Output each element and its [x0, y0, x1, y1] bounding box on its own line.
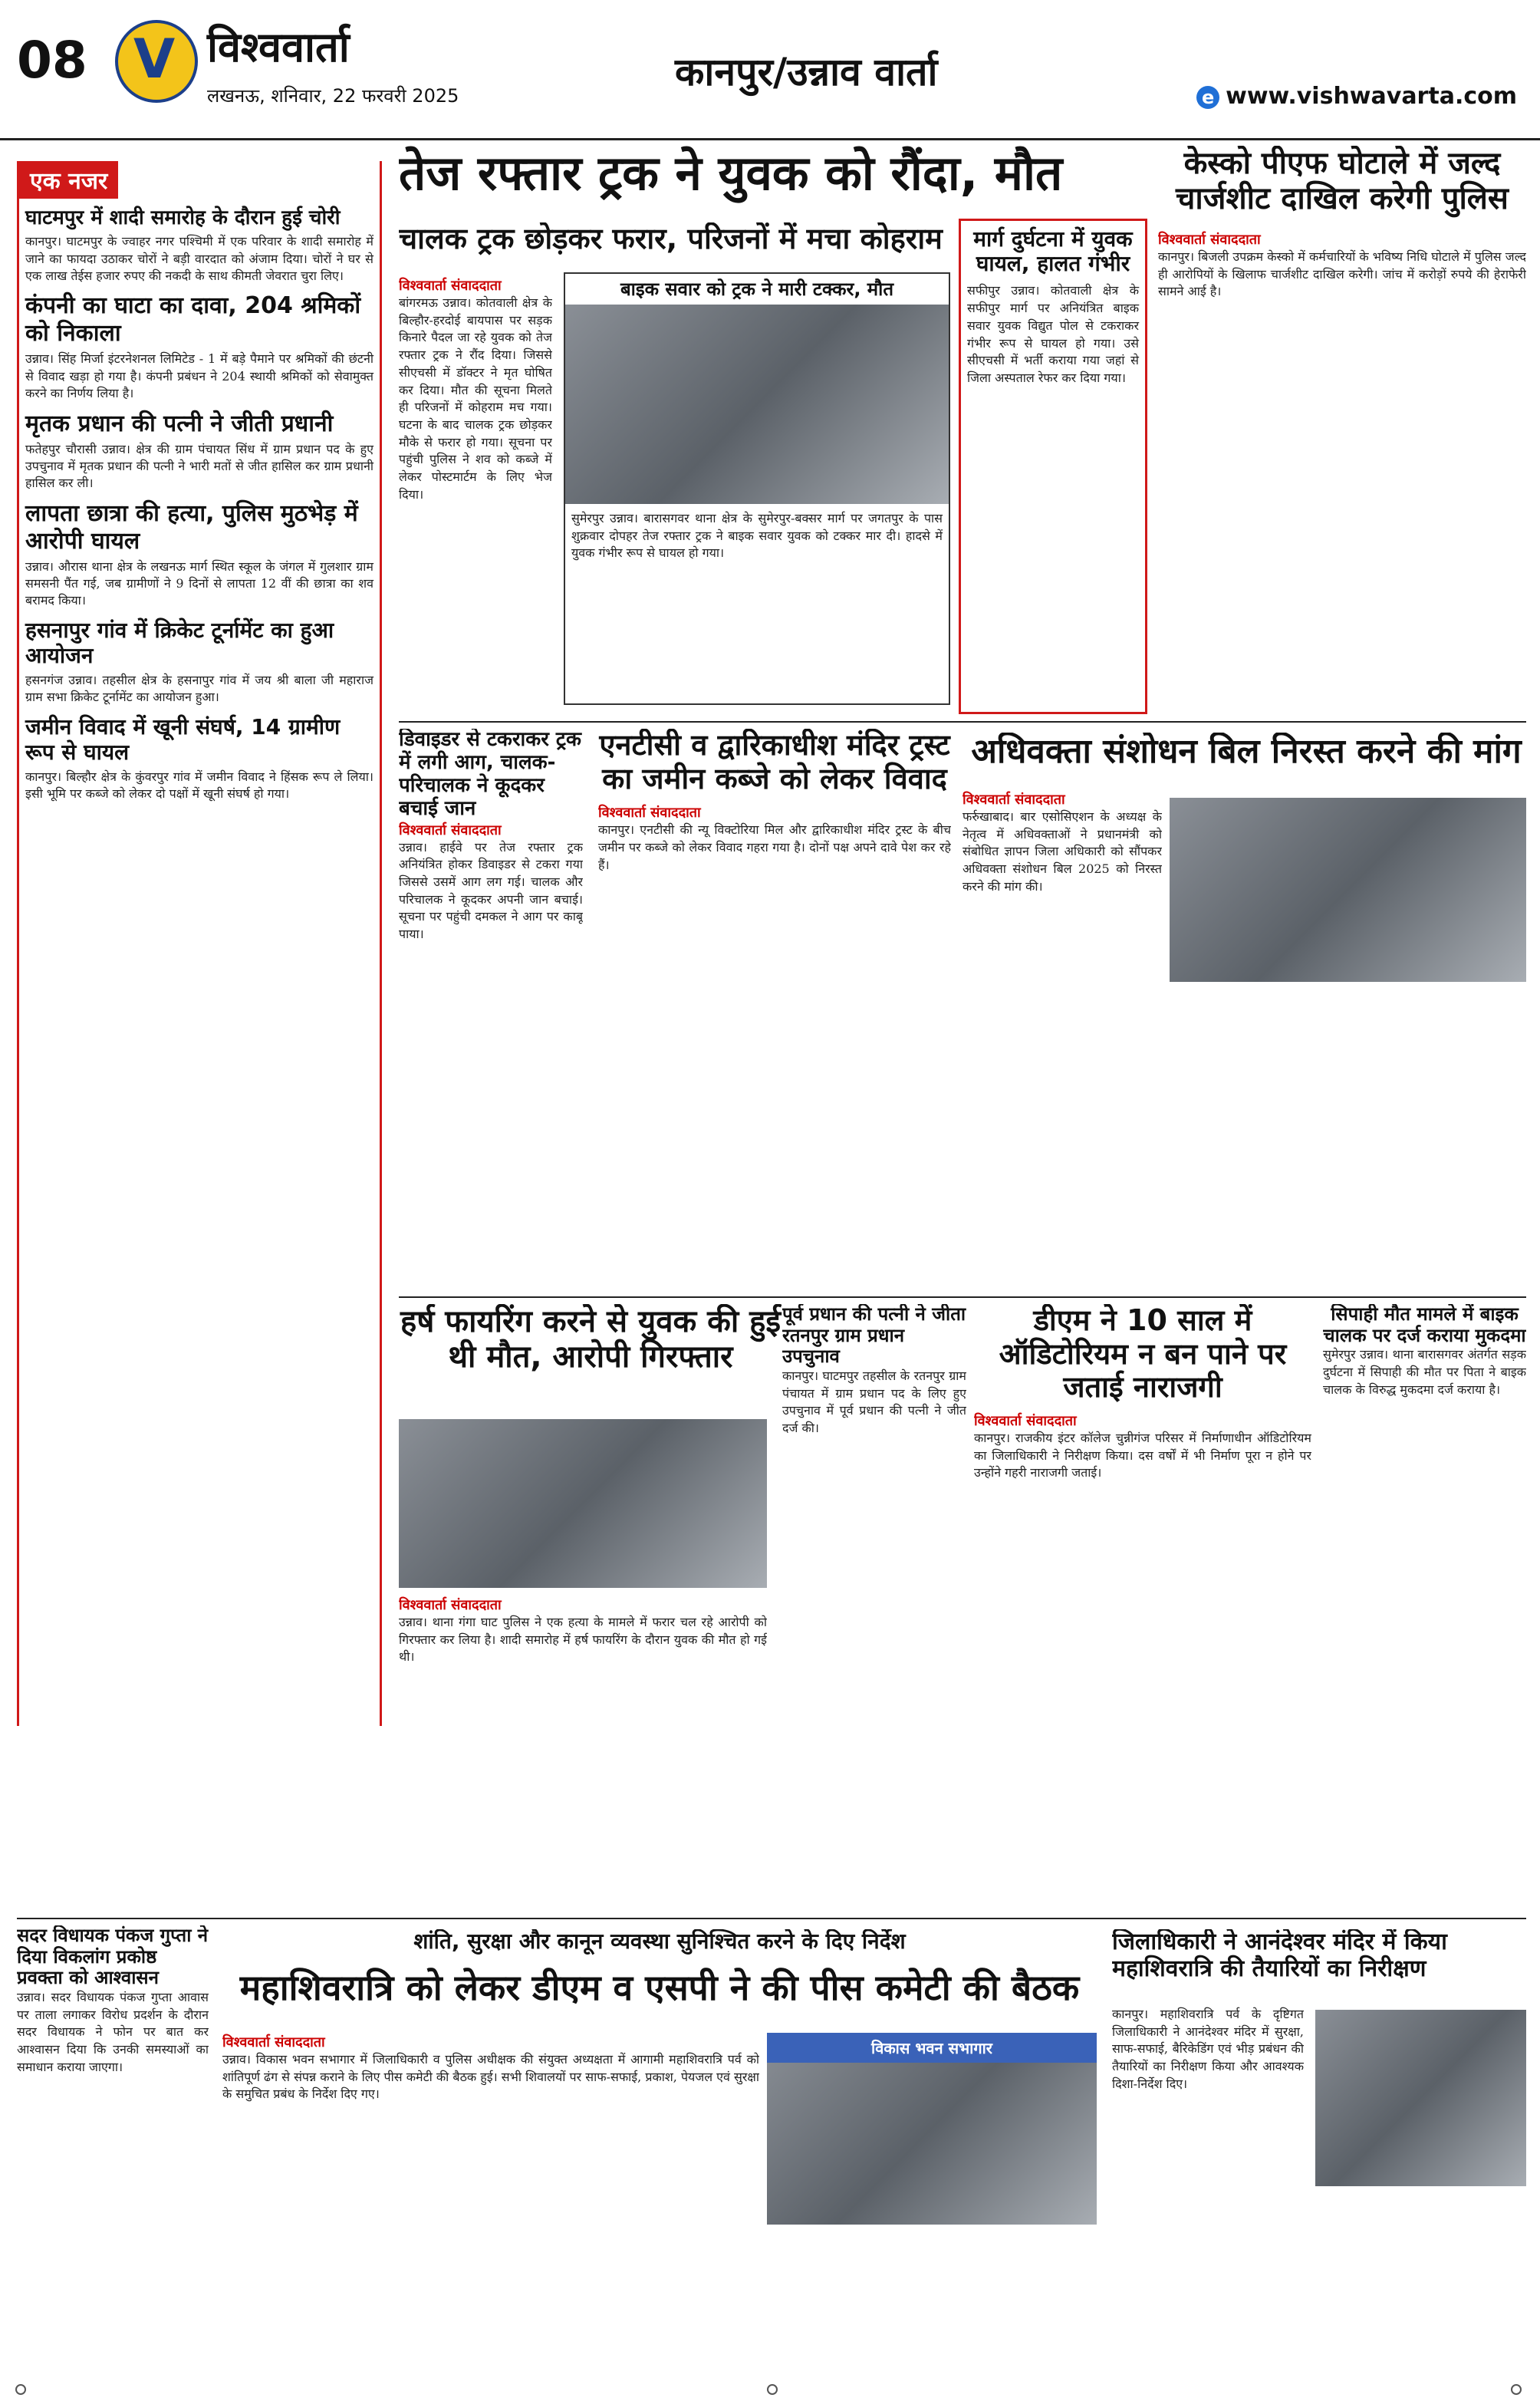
sidebar-item-title: लापता छात्रा की हत्या, पुलिस मुठभेड़ में आरोपी घायल: [25, 499, 358, 555]
sidebar-ek-nazar: [17, 161, 382, 1726]
sidebar-item-title: हसनापुर गांव में क्रिकेट टूर्नामेंट का हुआ आयोजन: [25, 617, 334, 669]
print-registration-strip: [0, 2378, 1540, 2401]
temple-photo: [1315, 2010, 1526, 2186]
lead-subhead: चालक ट्रक छोड़कर फरार, परिजनों में मचा कोहराम: [399, 222, 943, 255]
pradhan-body: कानपुर। घाटमपुर तहसील के रतनपुर ग्राम पंचायत में ग्राम प्रधान पद के लिए हुए उपचुनाव में पूर्व प्रधान की पत्नी ने जीत दर्ज की।: [782, 1368, 966, 1435]
peace-byline: विश्ववार्ता संवाददाता: [222, 2034, 325, 2050]
mla-body: उन्नाव। सदर विधायक पंकज गुप्ता आवास पर ताला लगाकर विरोध प्रदर्शन के दौरान सदर विधायक ने फोन पर बात कर आश्वासन दिया कि उनकी समस्याओं का समाधान कराया जाएगा।: [17, 1989, 209, 2074]
auditorium-headline: डीएम ने 10 साल में ऑडिटोरियम न बन पाने पर जताई नाराजगी: [999, 1304, 1287, 1404]
site-url[interactable]: [1196, 83, 1517, 110]
peace-meeting-photo: [767, 2033, 1097, 2225]
lead-byline: विश्ववार्ता संवाददाता: [399, 278, 502, 294]
dateline: लखनऊ, शनिवार, 22 फरवरी 2025: [207, 85, 459, 107]
pradhan-story: [782, 1304, 966, 1902]
meeting-banner: विकास भवन सभागार: [767, 2033, 1097, 2063]
sidebar-item: [19, 618, 380, 706]
sidebar-item-title: मृतक प्रधान की पत्नी ने जीती प्रधानी: [25, 410, 334, 437]
auditorium-byline: विश्ववार्ता संवाददाता: [974, 1413, 1077, 1429]
accident-photo: [565, 305, 949, 504]
registration-mark-icon: [1511, 2384, 1522, 2395]
registration-mark-icon: [767, 2384, 778, 2395]
brand-name: विश्ववार्ता: [207, 23, 350, 71]
divider: [17, 1918, 1526, 1919]
divider-fire-headline: डिवाइडर से टकराकर ट्रक में लगी आग, चालक-परिचालक ने कूदकर बचाई जान: [399, 729, 581, 820]
sidebar-item-body: उन्नाव। औरास थाना क्षेत्र के लखनऊ मार्ग स्थित स्कूल के जंगल में गुलशार ग्राम समसनी पैंत गई, जब ग्रामीणों ने 9 दिनों से लापता 12 वीं की छात्रा का शव बरामद किया।: [25, 558, 373, 608]
peace-story: [222, 2033, 759, 2370]
page-number: 08: [17, 31, 87, 90]
advocate-byline: विश्ववार्ता संवाददाता: [962, 792, 1065, 808]
photo-caption: बाइक सवार को ट्रक ने मारी टक्कर, मौत: [565, 274, 949, 305]
brand-logo: [115, 20, 198, 103]
site-url-text: www.vishwavarta.com: [1226, 83, 1517, 110]
section-title: कानपुर/उन्नाव वार्ता: [675, 50, 938, 94]
peace-headline: महाशिवरात्रि को लेकर डीएम व एसपी ने की पीस कमेटी की बैठक: [239, 1968, 1080, 2008]
advocate-story: [962, 790, 1162, 1289]
accident-headline: मार्ग दुर्घटना में युवक घायल, हालत गंभीर: [973, 226, 1133, 277]
temple-headline: जिलाधिकारी ने आनंदेश्वर मंदिर में किया महाशिवरात्रि की तैयारियों का निरीक्षण: [1112, 1929, 1447, 1982]
harsh-body: उन्नाव। थाना गंगा घाट पुलिस ने एक हत्या के मामले में फरार चल रहे आरोपी को गिरफ्तार कर लिया है। शादी समारोह में हर्ष फायरिंग के दौरान युवक की मौत हो गई थी।: [399, 1615, 767, 1665]
ntc-headline: एनटीसी व द्वारिकाधीश मंदिर ट्रस्ट का जमीन कब्जे को लेकर विवाद: [599, 729, 950, 795]
sidebar-item: [19, 410, 380, 492]
peace-kicker: शांति, सुरक्षा और कानून व्यवस्था सुनिश्चित करने के दिए निर्देश: [413, 1929, 906, 1954]
sidebar-item-title: घाटमपुर में शादी समारोह के दौरान हुई चोरी: [25, 206, 341, 229]
harsh-headline: हर्ष फायरिंग करने से युवक की हुई थी मौत, आरोपी गिरफ्तार: [400, 1304, 781, 1375]
logo-letter: V: [133, 28, 176, 91]
sidebar-item-body: हसनगंज उन्नाव। तहसील क्षेत्र के हसनापुर गांव में जय श्री बाला जी महाराज ग्राम सभा क्रिकेट टूर्नामेंट का आयोजन हुआ।: [25, 673, 373, 705]
soldier-body: सुमेरपुर उन्नाव। थाना बारासगवर अंतर्गत सड़क दुर्घटना में सिपाही की मौत पर पिता ने बाइक चालक के विरुद्ध मुकदमा दर्ज कराया है।: [1323, 1347, 1526, 1397]
sidebar-item: [19, 714, 380, 803]
sidebar-item: [19, 500, 380, 610]
divider: [399, 721, 1526, 723]
auditorium-body: कानपुर। राजकीय इंटर कॉलेज चुन्नीगंज परिसर में निर्माणाधीन ऑडिटोरियम का जिलाधिकारी ने निरीक्षण किया। दस वर्षों में भी निर्माण पूरा न होने पर उन्होंने गहरी नाराजगी जताई।: [974, 1431, 1311, 1480]
ntc-byline: विश्ववार्ता संवाददाता: [598, 805, 701, 822]
ntc-story: [598, 729, 951, 1289]
divider-fire-byline: विश्ववार्ता संवाददाता: [399, 822, 502, 838]
lead-headline: तेज रफ्तार ट्रक ने युवक को रौंदा, मौत: [399, 146, 1063, 201]
accident-body: सफीपुर उन्नाव। कोतवाली क्षेत्र के सफीपुर मार्ग पर अनियंत्रित बाइक सवार युवक विद्युत पोल से टकराकर गंभीर रूप से घायल हो गया। उसे सीएचसी में भर्ती कराया गया जहां से जिला अस्पताल रेफर कर दिया गया।: [967, 283, 1139, 385]
soldier-story: [1323, 1304, 1526, 1902]
sidebar-item: [19, 206, 380, 285]
accident-box: [959, 219, 1147, 714]
divider-fire-body: उन्नाव। हाईवे पर तेज रफ्तार ट्रक अनियंत्रित होकर डिवाइडर से टकरा गया जिससे उसमें आग लग गई। चालक और परिचालक ने कूदकर अपनी जान बचाई। सूचना पर पहुंची दमकल ने आग पर काबू पाया।: [399, 839, 583, 942]
sidebar-item-title: कंपनी का घाटा का दावा, 204 श्रमिकों को निकाला: [25, 292, 361, 347]
ntc-body: कानपुर। एनटीसी की न्यू विक्टोरिया मिल और द्वारिकाधीश मंदिर ट्रस्ट के बीच जमीन पर कब्जे को लेकर विवाद गहरा गया है। दोनों पक्ष अपने दावे पेश कर रहे हैं।: [598, 822, 951, 872]
soldier-headline: सिपाही मौत मामले में बाइक चालक पर दर्ज कराया मुकदमा: [1323, 1304, 1526, 1346]
kesco-story: [1158, 230, 1526, 729]
sidebar-item-body: उन्नाव। सिंह मिर्जा इंटरनेशनल लिमिटेड - 1 में बड़े पैमाने पर श्रमिकों की छंटनी से विवाद खड़ा हो गया है। कंपनी प्रबंधन ने 204 स्थायी श्रमिकों को सेवामुक्त करने का निर्णय लिया है।: [25, 351, 373, 401]
sidebar-item-body: फतेहपुर चौरासी उन्नाव। क्षेत्र की ग्राम पंचायत सिंध में ग्राम प्रधान पद के हुए उपचुनाव में मृतक प्रधान की पत्नी ने भारी मतों से जीत हासिल कर ग्राम प्रधानी हासिल कर ली।: [25, 441, 373, 491]
sidebar-item-body: कानपुर। घाटमपुर के ज्वाहर नगर पश्चिमी में एक परिवार के शादी समारोह में जाने का फायदा उठाकर चोरों ने बड़ी वारदात को अंजाम दिया। चोरों ने घर से एक लाख तेईस हजार रुपए की नकदी के साथ कीमती जेवरात चुरा लिए।: [25, 234, 373, 283]
advocate-photo: [1170, 798, 1526, 982]
sidebar-item-title: जमीन विवाद में खूनी संघर्ष, 14 ग्रामीण रूप से घायल: [25, 713, 341, 766]
mla-headline: सदर विधायक पंकज गुप्ता ने दिया विकलांग प्रकोष्ठ प्रवक्ता को आश्वासन: [17, 1925, 209, 1989]
advocate-body: फर्रुखाबाद। बार एसोसिएशन के अध्यक्ष के नेतृत्व में अधिवक्ताओं ने प्रधानमंत्री को संबोधित ज्ञापन जिला अधिकारी को सौंपकर अधिवक्ता संशोधन बिल 2025 को निरस्त करने की मांग की।: [962, 809, 1162, 894]
pradhan-headline: पूर्व प्रधान की पत्नी ने जीता रतनपुर ग्राम प्रधान उपचुनाव: [782, 1304, 966, 1368]
sidebar-item: [19, 292, 380, 402]
masthead: [0, 0, 1540, 140]
temple-story: [1112, 2006, 1304, 2370]
kesco-headline: केस्को पीएफ घोटाले में जल्द चार्जशीट दाखिल करेगी पुलिस: [1176, 146, 1509, 216]
kesco-body: कानपुर। बिजली उपक्रम केस्को में कर्मचारियों के भविष्य निधि घोटाले में पुलिस जल्द ही आरोपियों के खिलाफ चार्जशीट दाखिल करेगी। जांच में करोड़ों रुपये की हेराफेरी सामने आई है।: [1158, 249, 1526, 299]
kesco-byline: विश्ववार्ता संवाददाता: [1158, 232, 1261, 248]
peace-body: उन्नाव। विकास भवन सभागार में जिलाधिकारी व पुलिस अधीक्षक की संयुक्त अध्यक्षता में आगामी महाशिवरात्रि पर्व को शांतिपूर्ण ढंग से संपन्न कराने के लिए पीस कमेटी की बैठक हुई। सभी शिवालयों पर साफ-सफाई, प्रकाश, पेयजल एवं सुरक्षा के समुचित प्रबंध के निर्देश दिए गए।: [222, 2052, 759, 2102]
harsh-byline: विश्ववार्ता संवाददाता: [399, 1597, 502, 1613]
sidebar-label: एक नजर: [19, 161, 118, 199]
temple-body: कानपुर। महाशिवरात्रि पर्व के दृष्टिगत जिलाधिकारी ने आनंदेश्वर मंदिर में सुरक्षा, साफ-सफाई, बैरिकेडिंग एवं भीड़ प्रबंधन की तैयारियों का निरीक्षण किया और आवश्यक दिशा-निर्देश दिए।: [1112, 2007, 1304, 2091]
auditorium-story: [974, 1411, 1311, 1902]
advocate-headline: अधिवक्ता संशोधन बिल निरस्त करने की मांग: [971, 733, 1522, 771]
sidebar-item-body: कानपुर। बिल्हौर क्षेत्र के कुंवरपुर गांव में जमीन विवाद ने हिंसक रूप ले लिया। इसी भूमि पर कब्जे को लेकर दो पक्षों में खूनी संघर्ष हो गया।: [25, 769, 373, 802]
photo-story: सुमेरपुर उन्नाव। बारासगवर थाना क्षेत्र के सुमेरपुर-बक्सर मार्ग पर जगतपुर के पास शुक्रवार दोपहर तेज रफ्तार ट्रक ने बाइक सवार युवक को टक्कर मार दी। हादसे में युवक गंभीर रूप से घायल हो गया।: [571, 511, 943, 561]
divider-fire-story: [399, 729, 583, 1289]
arrest-photo: [399, 1419, 767, 1588]
browser-icon: e: [1196, 86, 1219, 109]
mla-story: [17, 1925, 209, 2370]
harsh-story: [399, 1596, 767, 1902]
lead-body: बांगरमऊ उन्नाव। कोतवाली क्षेत्र के बिल्हौर-हरदोई बायपास पर सड़क किनारे पैदल जा रहे युवक को तेज रफ्तार ट्रक ने रौंद दिया। जिससे सीएचसी में डॉक्टर ने मृत घोषित कर दिया। मौत की सूचना मिलते ही परिजनों में कोहराम मच गया। घटना के बाद चालक ट्रक छोड़कर मौके से फरार हो गया। सूचना पर पहुंची पुलिस ने शव को कब्जे में लेकर पोस्टमार्टम के लिए भेज दिया।: [399, 295, 552, 502]
lead-column: [399, 276, 552, 706]
registration-mark-icon: [15, 2384, 26, 2395]
divider: [399, 1296, 1526, 1298]
bike-accident-box: [564, 272, 950, 705]
